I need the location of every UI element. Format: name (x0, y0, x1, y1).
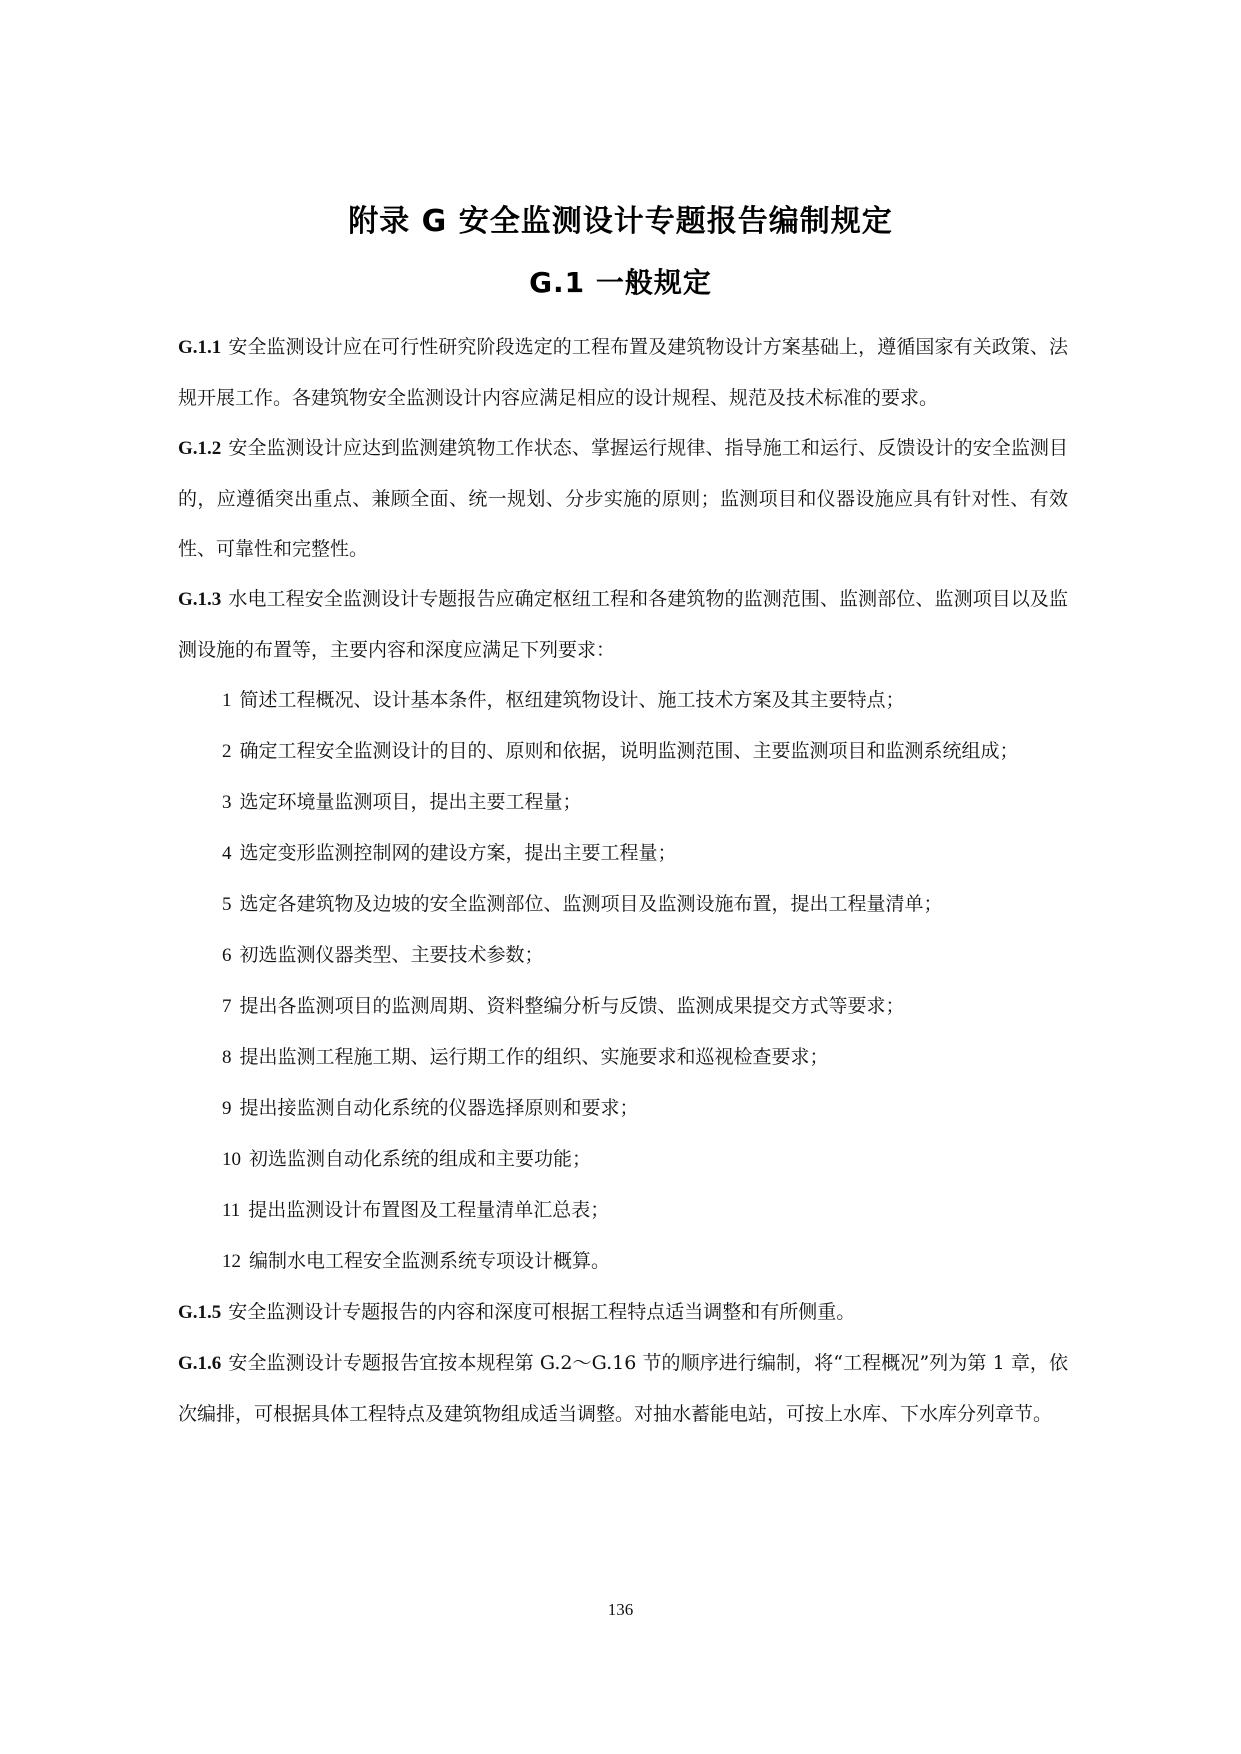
list-item (178, 1032, 1068, 1083)
item-number: 1 (222, 690, 232, 711)
document-body (178, 322, 1068, 1439)
item-text: 选定各建筑物及边坡的安全监测部位、监测项目及监测设施布置，提出工程量清单； (239, 893, 943, 915)
item-text: 选定环境量监测项目，提出主要工程量； (239, 791, 582, 813)
clause-g-1-1 (178, 322, 1068, 423)
item-text: 选定变形监测控制网的建设方案，提出主要工程量； (239, 842, 677, 864)
list-item (178, 1134, 1068, 1185)
item-number: 4 (222, 843, 232, 864)
item-number: 8 (222, 1047, 232, 1068)
item-number: 2 (222, 741, 232, 762)
item-number: 9 (222, 1098, 232, 1119)
item-text: 确定工程安全监测设计的目的、原则和依据，说明监测范围、主要监测项目和监测系统组成； (239, 740, 1019, 762)
list-item (178, 777, 1068, 828)
item-number: 10 (222, 1149, 241, 1170)
list-item (178, 726, 1068, 777)
clause-number: G.1.6 (178, 1353, 222, 1374)
item-text: 提出接监测自动化系统的仪器选择原则和要求； (239, 1097, 639, 1119)
list-item (178, 1236, 1068, 1287)
list-item (178, 1185, 1068, 1236)
list-item (178, 879, 1068, 930)
list-item (178, 981, 1068, 1032)
item-number: 5 (222, 894, 232, 915)
clause-number: G.1.5 (178, 1302, 222, 1323)
list-item (178, 828, 1068, 879)
item-number: 3 (222, 792, 232, 813)
item-number: 12 (222, 1251, 241, 1272)
clause-text: 安全监测设计应在可行性研究阶段选定的工程布置及建筑物设计方案基础上，遵循国家有关政策、法规开展工作。各建筑物安全监测设计内容应满足相应的设计规程、规范及技术标准的要求。 (178, 336, 1068, 409)
clause-g-1-5 (178, 1287, 1068, 1338)
clause-number: G.1.3 (178, 589, 222, 610)
clause-text: 安全监测设计专题报告的内容和深度可根据工程特点适当调整和有所侧重。 (228, 1301, 856, 1323)
clause-g-1-6 (178, 1338, 1068, 1439)
clause-g-1-2 (178, 423, 1068, 574)
clause-g-1-3 (178, 574, 1068, 675)
item-number: 6 (222, 945, 232, 966)
item-text: 提出监测设计布置图及工程量清单汇总表； (248, 1199, 610, 1221)
section-title: G.1 一般规定 (529, 266, 712, 299)
item-text: 提出监测工程施工期、运行期工作的组织、实施要求和巡视检查要求； (239, 1046, 829, 1068)
item-text: 简述工程概况、设计基本条件，枢纽建筑物设计、施工技术方案及其主要特点； (239, 689, 905, 711)
item-text: 提出各监测项目的监测周期、资料整编分析与反馈、监测成果提交方式等要求； (239, 995, 905, 1017)
list-item (178, 1083, 1068, 1134)
item-number: 11 (222, 1200, 241, 1221)
clause-text: 安全监测设计应达到监测建筑物工作状态、掌握运行规律、指导施工和运行、反馈设计的安全监测目的，应遵循突出重点、兼顾全面、统一规划、分步实施的原则；监测项目和仪器设施应具有针对性、有效性、可靠性和完整性。 (178, 437, 1068, 560)
item-text: 编制水电工程安全监测系统专项设计概算。 (249, 1250, 611, 1272)
clause-text: 安全监测设计专题报告宜按本规程第 G.2～G.16 节的顺序进行编制，将“工程概况”列为第 1 章，依次编排，可根据具体工程特点及建筑物组成适当调整。对抽水蓄能电站，可按上水库、下水库分列章节。 (178, 1352, 1068, 1425)
clause-text: 水电工程安全监测设计专题报告应确定枢纽工程和各建筑物的监测范围、监测部位、监测项目以及监测设施的布置等，主要内容和深度应满足下列要求： (178, 588, 1068, 661)
clause-number: G.1.2 (178, 438, 222, 459)
item-text: 初选监测自动化系统的组成和主要功能； (249, 1148, 592, 1170)
page-number: 136 (607, 1600, 634, 1619)
list-item (178, 930, 1068, 981)
appendix-title: 附录 G 安全监测设计专题报告编制规定 (348, 204, 893, 239)
clause-number: G.1.1 (178, 337, 222, 358)
item-number: 7 (222, 996, 232, 1017)
item-text: 初选监测仪器类型、主要技术参数； (239, 944, 544, 966)
list-item (178, 675, 1068, 726)
